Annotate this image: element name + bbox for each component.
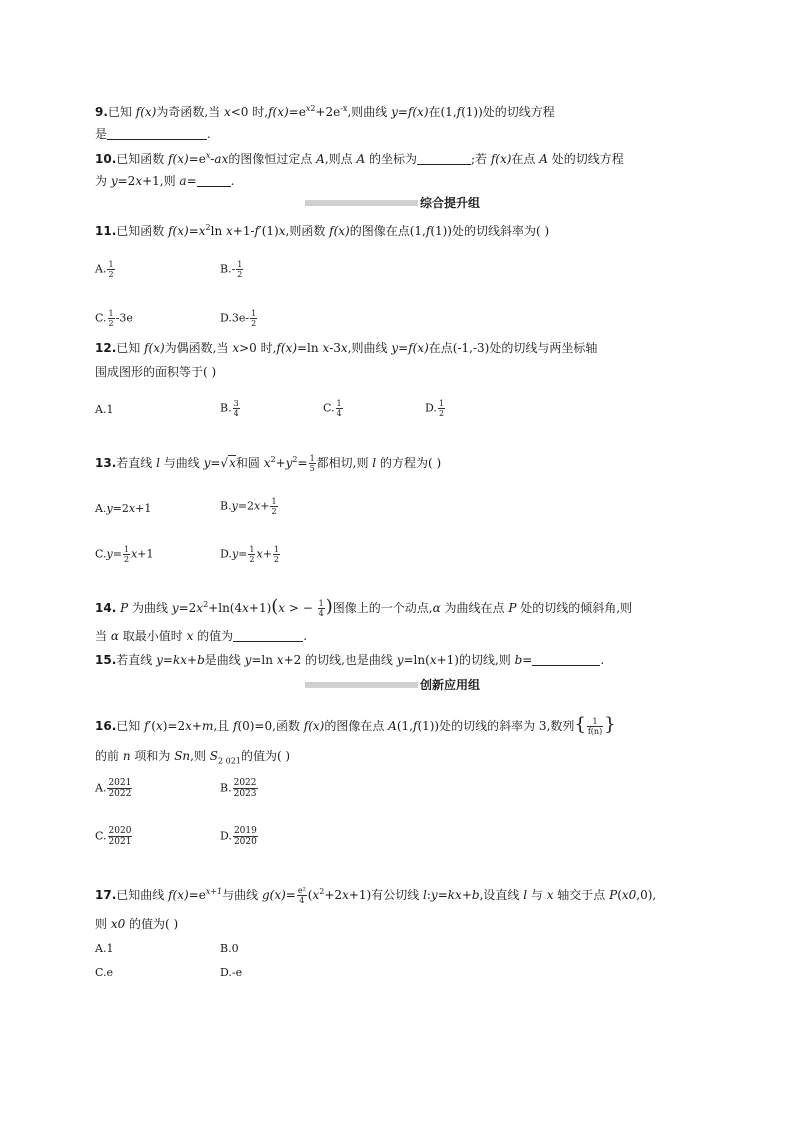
option-a[interactable]: A. $\frac{2021}{2022}$ bbox=[95, 778, 132, 799]
option-c[interactable]: C.e bbox=[95, 966, 114, 979]
q16-line2: 的前 n 项和为 Sn,则 $S_{2 021}$的值为( ) bbox=[95, 749, 291, 766]
q16-line1: 16.已知 f′(x)=2x+m,且 f(0)=0,函数 f(x)的图像在点 A(1,f(1))处的切线的斜率为 3,数列{ $\frac{1}{f(n)}$ } bbox=[95, 714, 616, 736]
q12-number: 12. bbox=[95, 341, 117, 355]
q10-line1: 10.已知函数 $f(x)=e^x-ax$的图像恒过定点 A,则点 A 的坐标为 ;若 f(x)在点 A 处的切线方程 bbox=[95, 151, 624, 166]
section-header-innovative bbox=[305, 677, 490, 693]
q17-number: 17. bbox=[95, 888, 117, 902]
q14-line2: 当 α 取最小值时 x 的值为 . bbox=[95, 629, 308, 643]
section-title: 创新应用组 bbox=[420, 678, 481, 692]
answer-blank[interactable] bbox=[532, 653, 600, 666]
q14-number: 14. bbox=[95, 601, 117, 615]
answer-blank[interactable] bbox=[107, 127, 207, 140]
q11-number: 11. bbox=[95, 224, 117, 238]
q17-line2: 则 x0 的值为( ) bbox=[95, 917, 179, 931]
q12-line1: 12.已知 f(x)为偶函数,当 x>0 时,f(x)=ln x-3x,则曲线 y=f(x)在点(-1,-3)处的切线与两坐标轴 bbox=[95, 341, 598, 355]
q10-line2: 为 y=2x+1,则 a= . bbox=[95, 174, 235, 188]
q14-line1: 14. P 为曲线 $y=2x^2+\ln(4x+1)(x$ > − $\frac{1}{4}$ )图像上的一个动点,α 为曲线在点 P 处的切线的倾斜角,则 bbox=[95, 596, 633, 618]
section-header-comprehensive bbox=[305, 195, 490, 211]
q9-number: 9. bbox=[95, 105, 108, 119]
option-c[interactable]: C.y= $\frac{1}{2}$ x+1 bbox=[95, 545, 154, 564]
q15-line1: 15.若直线 y=kx+b是曲线 y=ln x+2 的切线,也是曲线 y=ln(x+1)的切线,则 b= . bbox=[95, 653, 605, 667]
option-b[interactable]: B.y=2x+ $\frac{1}{2}$ bbox=[220, 497, 277, 516]
q12-line2: 围成图形的面积等于( ) bbox=[95, 365, 217, 379]
option-c[interactable]: C. $\frac{2020}{2021}$ bbox=[95, 826, 132, 847]
option-a[interactable]: A.y=2x+1 bbox=[95, 502, 152, 515]
answer-blank[interactable] bbox=[197, 174, 231, 187]
q17-line1: 17.已知曲线 $f(x)=e^{x+1}$与曲线 g(x)= $\frac{\text{e²}}{4}$ $(x^2+2x+1)$有公切线 l:y=kx+b,设直线 l 与 x 轴交于点 P(x0,0), bbox=[95, 886, 657, 905]
q11-line1: 11.已知函数 $f(x)=x^2\ln$ x+1-f′(1)x,则函数 f(x)的图像在点(1,f(1))处的切线斜率为( ) bbox=[95, 223, 550, 238]
answer-blank[interactable] bbox=[417, 152, 471, 165]
option-d[interactable]: D. $\frac{1}{2}$ bbox=[425, 399, 445, 418]
option-d[interactable]: D.3e- $\frac{1}{2}$ bbox=[220, 309, 257, 328]
option-d[interactable]: D. $\frac{2019}{2020}$ bbox=[220, 826, 257, 847]
q16-number: 16. bbox=[95, 719, 117, 733]
q15-number: 15. bbox=[95, 653, 117, 667]
answer-blank[interactable] bbox=[233, 629, 303, 642]
option-d[interactable]: D.-e bbox=[220, 966, 243, 979]
q13-line1: 13.若直线 l 与曲线 y=√x和圆 $x^2+y^2=$ $\frac{1}{5}$ 都相切,则 l 的方程为( ) bbox=[95, 454, 442, 473]
option-b[interactable]: B.- $\frac{1}{2}$ bbox=[220, 260, 243, 279]
option-c[interactable]: C. $\frac{1}{2}$ -3e bbox=[95, 309, 133, 328]
option-a[interactable]: A. $\frac{1}{2}$ bbox=[95, 260, 114, 279]
section-bar bbox=[305, 200, 418, 206]
section-bar bbox=[305, 682, 418, 688]
option-b[interactable]: B. $\frac{3}{4}$ bbox=[220, 399, 239, 418]
option-c[interactable]: C. $\frac{1}{4}$ bbox=[323, 399, 342, 418]
option-b[interactable]: B.0 bbox=[220, 942, 239, 955]
option-a[interactable]: A.1 bbox=[95, 403, 114, 416]
q13-number: 13. bbox=[95, 456, 117, 470]
option-b[interactable]: B. $\frac{2022}{2023}$ bbox=[220, 778, 257, 799]
option-a[interactable]: A.1 bbox=[95, 942, 114, 955]
q9-line2: 是 . bbox=[95, 127, 211, 141]
q9-line1: 9.已知 f(x)为奇函数,当 x<0 时$,f(x)=e^{x2}+2e^{-x}$,则曲线 y=f(x)在(1,f(1))处的切线方程 bbox=[95, 104, 555, 119]
q10-number: 10. bbox=[95, 152, 117, 166]
option-d[interactable]: D.y= $\frac{1}{2}$ x+ $\frac{1}{2}$ bbox=[220, 545, 279, 564]
section-title: 综合提升组 bbox=[420, 196, 481, 210]
